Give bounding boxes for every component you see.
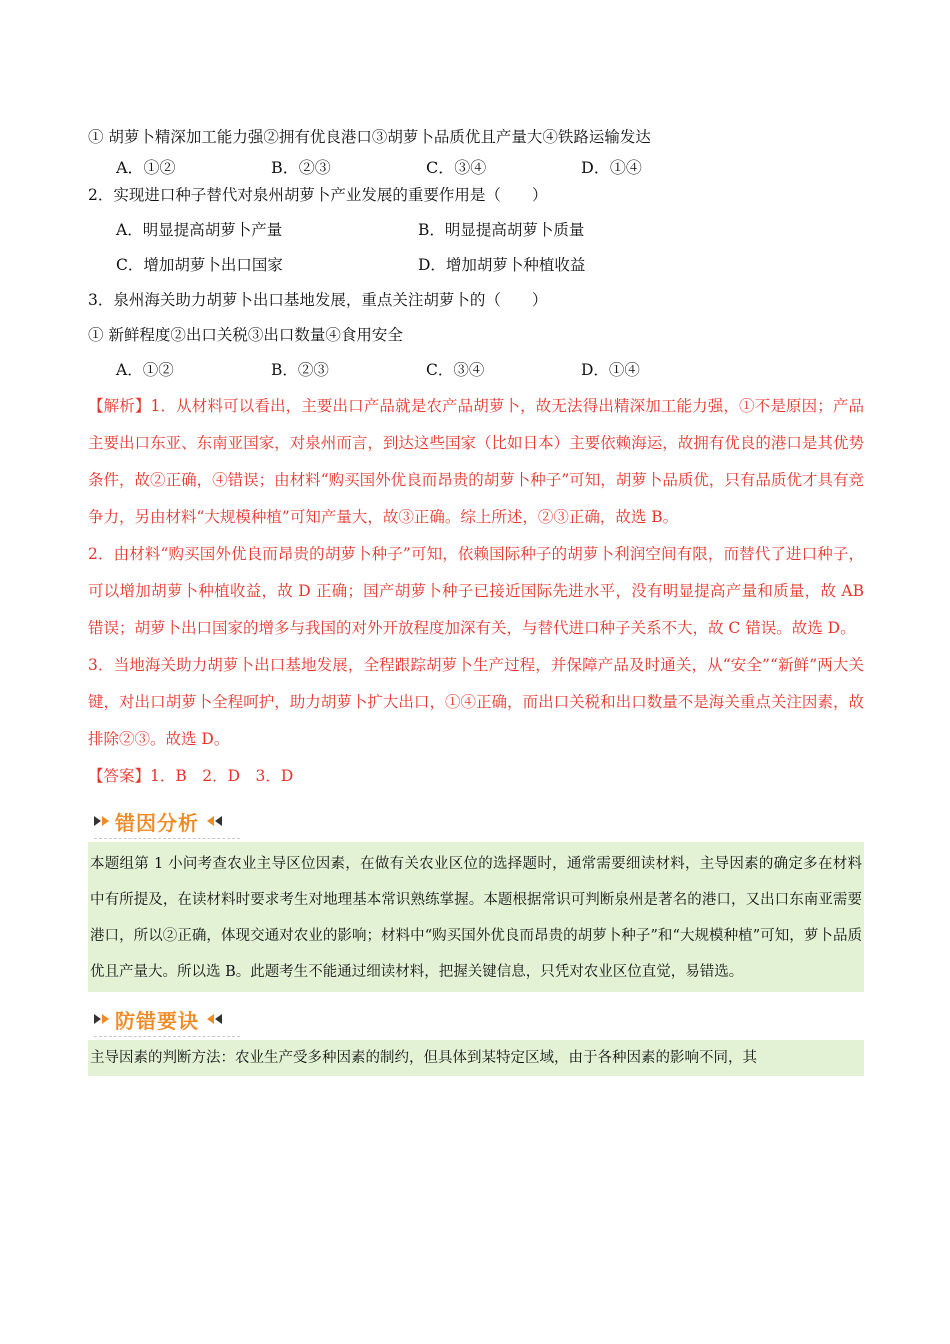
arrow-right-icon	[94, 816, 101, 826]
analysis-q1: 【解析】1．从材料可以看出，主要出口产品就是农产品胡萝卜，故无法得出精深加工能力强，①不是原因；产品主要出口东亚、东南亚国家，对泉州而言，到达这些国家（比如日本）主要依赖海运，故拥有优良的港口是其优势条件，故②正确，④错误；由材料“购买国外优良而昂贵的胡萝卜种子”可知，胡萝卜品质优，只有品质优才具有竞争力，另由材料“大规模种植”可知产量大，故③正确。综上所述，②③正确，故选 B。	[88, 397, 864, 526]
q3-options	[88, 353, 864, 388]
q1-items: ① 胡萝卜精深加工能力强②拥有优良港口③胡萝卜品质优且产量大④铁路运输发达	[88, 128, 651, 146]
error-analysis-box: 本题组第 1 小问考查农业主导区位因素，在做有关农业区位的选择题时，通常需要细读材料，主导因素的确定多在材料中有所提及，在读材料时要求考生对地理基本常识熟练掌握。本题根据常识可判断泉州是著名的港口，又出口东南亚需要港口，所以②正确，体现交通对农业的影响；材料中“购买国外优良而昂贵的胡萝卜种子”和“大规模种植”可知，萝卜品质优且产量大。所以选 B。此题考生不能通过细读材料，把握关键信息，只凭对农业区位直觉，易错选。	[88, 842, 864, 992]
q2-options-row1	[88, 213, 864, 248]
error-analysis-title: 错因分析	[115, 810, 199, 835]
answer-line: 【答案】1．B 2．D 3．D	[88, 767, 294, 785]
q2-option-a: A．明显提高胡萝卜产量	[116, 221, 283, 239]
q2-stem: 2．实现进口种子替代对泉州胡萝卜产业发展的重要作用是（ ）	[88, 186, 548, 204]
q3-option-c: C．③④	[426, 361, 485, 379]
q2-option-b: B．明显提高胡萝卜质量	[418, 221, 585, 239]
q3-items: ① 新鲜程度②出口关税③出口数量④食用安全	[88, 326, 403, 344]
prevention-header	[88, 996, 864, 1040]
q1-option-a: A．①②	[116, 158, 176, 177]
prevention-title: 防错要诀	[115, 1008, 199, 1033]
prevention-box: 主导因素的判断方法：农业生产受多种因素的制约，但具体到某特定区域，由于各种因素的影响不同，其	[88, 1040, 864, 1076]
analysis-q2: 2．由材料“购买国外优良而昂贵的胡萝卜种子”可知，依赖国际种子的胡萝卜利润空间有限，而替代了进口种子，可以增加胡萝卜种植收益，故 D 正确；国产胡萝卜种子已接近国际先进水平，没有明显提高产量和质量，故 AB 错误；胡萝卜出口国家的增多与我国的对外开放程度加深有关，与替代进口种子关系不大，故 C 错误。故选 D。	[88, 545, 864, 637]
q3-stem: 3．泉州海关助力胡萝卜出口基地发展，重点关注胡萝卜的（ ）	[88, 291, 548, 309]
document-page	[88, 120, 864, 1076]
q1-option-c: C．③④	[426, 158, 487, 177]
analysis-q3: 3．当地海关助力胡萝卜出口基地发展，全程跟踪胡萝卜生产过程，并保障产品及时通关，从“安全”“新鲜”两大关键，对出口胡萝卜全程呵护，助力胡萝卜扩大出口，①④正确，而出口关税和出口数量不是海关重点关注因素，故排除②③。故选 D。	[88, 656, 864, 748]
q2-options-row2	[88, 248, 864, 283]
arrow-left-icon	[215, 1014, 222, 1024]
q2-option-d: D．增加胡萝卜种植收益	[418, 256, 586, 274]
arrow-left-icon	[215, 816, 222, 826]
error-analysis-header	[88, 798, 864, 842]
q1-option-b: B．②③	[271, 158, 331, 177]
q1-option-d: D．①④	[581, 158, 642, 177]
arrow-left-icon	[207, 816, 214, 826]
q3-option-b: B．②③	[271, 361, 329, 379]
q2-option-c: C．增加胡萝卜出口国家	[116, 256, 283, 274]
q3-option-a: A．①②	[116, 361, 174, 379]
q1-options	[88, 155, 864, 178]
q3-option-d: D．①④	[581, 361, 640, 379]
arrow-right-icon	[94, 1014, 101, 1024]
arrow-left-icon	[207, 1014, 214, 1024]
arrow-right-icon	[102, 1014, 109, 1024]
arrow-right-icon	[102, 816, 109, 826]
